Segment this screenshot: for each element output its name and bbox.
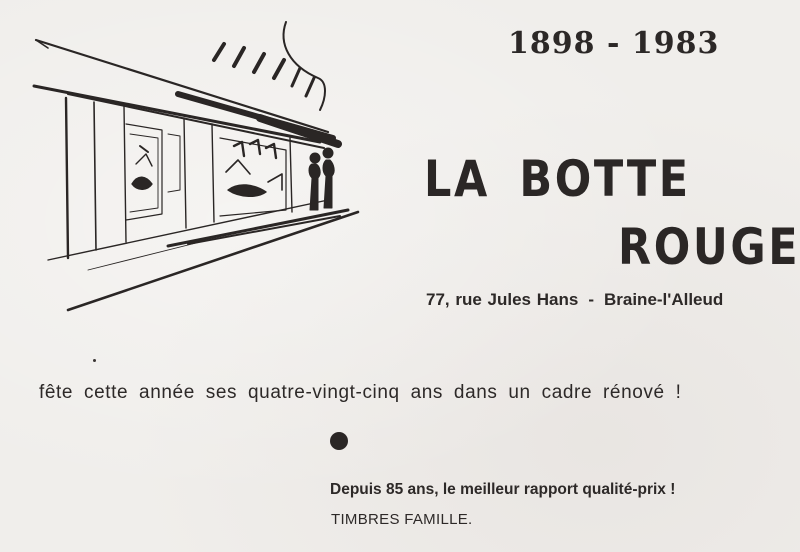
- shop-name-line-2: ROUGE: [618, 218, 800, 276]
- bullet-dot-icon: [330, 432, 348, 450]
- address-street: 77, rue Jules Hans: [426, 290, 579, 309]
- print-speck: [93, 359, 96, 362]
- shop-address: [426, 290, 723, 310]
- address-city: Braine-l'Alleud: [603, 290, 724, 309]
- shopfront-drawing-icon: [28, 14, 368, 314]
- anniversary-years: 1898 - 1983: [508, 26, 720, 61]
- stamps-note: TIMBRES FAMILLE.: [331, 511, 473, 528]
- quality-price-slogan: Depuis 85 ans, le meilleur rapport qualité-prix !: [330, 481, 676, 498]
- anniversary-tagline: fête cette année ses quatre-vingt-cinq ans dans un cadre rénové !: [39, 382, 682, 403]
- shop-name-line-1: LA BOTTE: [424, 150, 691, 208]
- address-separator: -: [588, 290, 594, 309]
